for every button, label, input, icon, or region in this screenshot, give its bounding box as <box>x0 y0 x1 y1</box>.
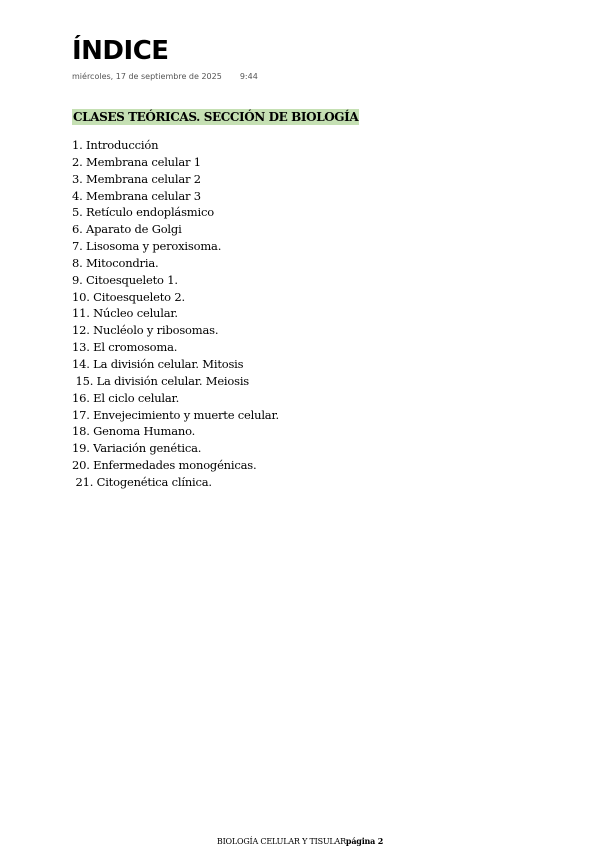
section-heading: CLASES TEÓRICAS. SECCIÓN DE BIOLOGÍA <box>73 110 359 124</box>
page-metadata <box>72 72 258 82</box>
toc-item: 10. Citoesqueleto 2. <box>72 289 185 304</box>
toc-item: 9. Citoesqueleto 1. <box>72 272 178 287</box>
toc-item: 5. Retículo endoplásmico <box>72 205 214 220</box>
page-time: 9:44 <box>239 72 258 81</box>
toc-item: 18. Genoma Humano. <box>72 424 196 439</box>
page-title: ÍNDICE <box>72 36 169 66</box>
toc-item: 15. La división celular. Meiosis <box>72 373 250 388</box>
toc-item: 8. Mitocondria. <box>72 255 159 270</box>
toc-item: 2. Membrana celular 1 <box>72 154 201 169</box>
toc-item: 4. Membrana celular 3 <box>72 188 201 203</box>
toc-item: 11. Núcleo celular. <box>72 306 178 321</box>
toc-item: 7. Lisosoma y peroxisoma. <box>72 239 222 254</box>
toc-item: 20. Enfermedades monogénicas. <box>72 458 257 473</box>
toc-item: 21. Citogenética clínica. <box>72 474 212 489</box>
footer-page-number: página 2 <box>345 836 384 846</box>
toc-item: 13. El cromosoma. <box>72 340 178 355</box>
page-date: miércoles, 17 de septiembre de 2025 <box>72 72 222 81</box>
page-footer <box>0 836 600 847</box>
toc-item: 16. El ciclo celular. <box>72 390 180 405</box>
toc-item: 3. Membrana celular 2 <box>72 171 201 186</box>
toc-item: 1. Introducción <box>72 138 159 152</box>
toc-item: 17. Envejecimiento y muerte celular. <box>72 407 279 422</box>
toc-item: 12. Nucléolo y ribosomas. <box>72 323 219 338</box>
toc-item: 6. Aparato de Golgi <box>72 222 182 237</box>
footer-text: BIOLOGÍA CELULAR Y TISULAR <box>216 837 346 846</box>
toc-item: 19. Variación genética. <box>72 441 202 456</box>
toc-item: 14. La división celular. Mitosis <box>72 356 244 371</box>
toc-list <box>72 137 279 491</box>
